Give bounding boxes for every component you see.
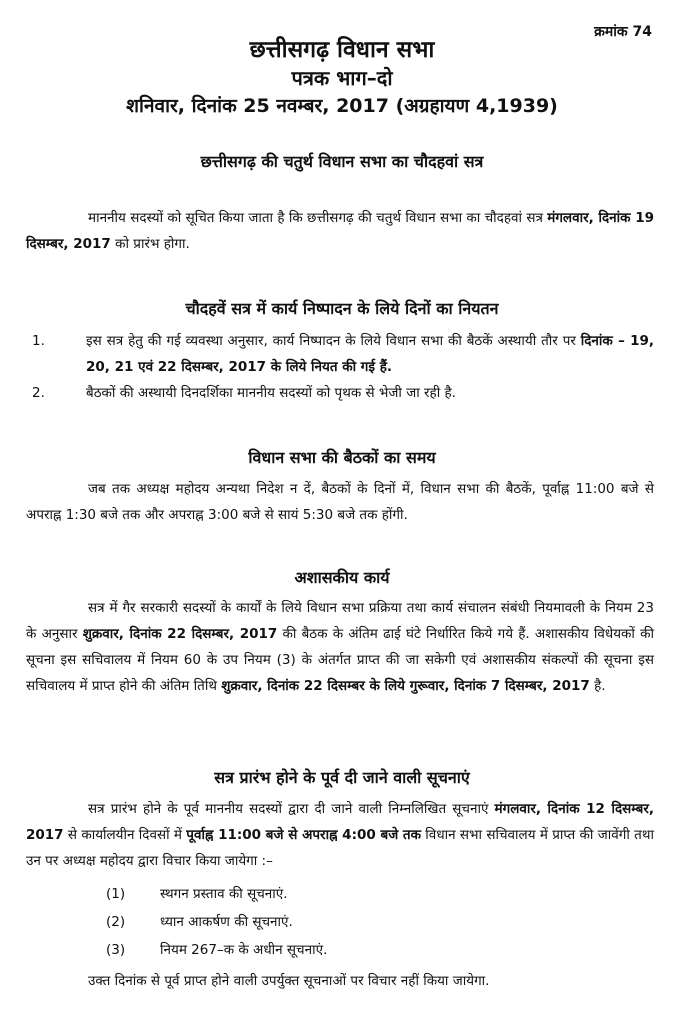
private-text-3: है. — [589, 678, 606, 694]
intro-text-2: को प्रारंभ होगा. — [110, 236, 190, 252]
list-item-number: (1) — [106, 886, 126, 902]
item-bold-text: दिनांक – 19, 20, 21 एवं 22 दिसम्बर, 2017 के लिये नियत की गई हैं. — [86, 333, 655, 375]
section-private-body — [26, 595, 654, 699]
days-item-2 — [26, 380, 654, 406]
list-item — [26, 936, 654, 964]
list-item — [26, 908, 654, 936]
session-heading: छत्तीसगढ़ की चतुर्थ विधान सभा का चौदहवां सत्र — [200, 152, 484, 171]
notices-list — [26, 880, 654, 964]
days-item-1 — [26, 328, 654, 380]
list-item-text: ध्यान आकर्षण की सूचनाएं. — [160, 914, 293, 930]
item-text: इस सत्र हेतु की गई व्यवस्था अनुसार, कार्य निष्पादन के लिये विधान सभा की बैठकें अस्थायी तौर पर — [86, 333, 581, 349]
bulletin-part: पत्रक भाग–दो — [291, 66, 393, 90]
document-header — [0, 36, 684, 120]
section-timing-heading: विधान सभा की बैठकों का समय — [248, 448, 436, 467]
bulletin-date: शनिवार, दिनांक 25 नवम्बर, 2017 (अग्रहायण 4,1939) — [126, 95, 558, 117]
section-notices-body — [26, 796, 654, 874]
section-days-heading: चौदहवें सत्र में कार्य निष्पादन के लिये दिनों का नियतन — [185, 299, 499, 318]
intro-paragraph — [26, 205, 654, 257]
intro-text-1: माननीय सदस्यों को सूचित किया जाता है कि छत्तीसगढ़ की चतुर्थ विधान सभा का चौदहवां सत्र — [88, 210, 548, 226]
serial-number: क्रमांक 74 — [594, 24, 652, 40]
section-timing-body: जब तक अध्यक्ष महोदय अन्यथा निदेश न दें, बैठकों के दिनों में, विधान सभा की बैठकें, पूर्वाह्न 11:00 बजे से अपराह्न 1:30 बजे तक और अपराह्न 3:00 बजे से सायं 5:30 बजे तक होंगी. — [26, 481, 654, 523]
list-item — [26, 880, 654, 908]
private-bold-2: शुक्रवार, दिनांक 22 दिसम्बर के लिये गुरूवार, दिनांक 7 दिसम्बर, 2017 — [221, 678, 590, 694]
notices-text-3: विधान सभा सचिवालय में प्राप्त की जावेंगी तथा उन पर अध्यक्ष महोदय द्वारा विचार किया जायेगा :– — [26, 827, 654, 869]
section-private-heading: अशासकीय कार्य — [294, 568, 390, 587]
list-item-number: (2) — [106, 914, 126, 930]
notices-bold-1: मंगलवार, दिनांक 12 दिसम्बर, 2017 — [26, 801, 654, 843]
list-item-text: नियम 267–क के अधीन सूचनाएं. — [160, 942, 328, 958]
item-number: 1. — [32, 333, 45, 349]
list-item-text: स्थगन प्रस्ताव की सूचनाएं. — [160, 886, 288, 902]
intro-date: मंगलवार, दिनांक 19 दिसम्बर, 2017 — [26, 210, 655, 252]
assembly-title: छत्तीसगढ़ विधान सभा — [249, 37, 435, 63]
item-number: 2. — [32, 385, 45, 401]
notices-bold-2: पूर्वाह्न 11:00 बजे से अपराह्न 4:00 बजे तक — [186, 827, 421, 843]
private-text-2: की बैठक के अंतिम ढाई घंटे निर्धारित किये गये हैं. अशासकीय विधेयकों की सूचना इस सचिवालय में नियम 60 के उप नियम (3) के अंतर्गत प्राप्त की जा सकेगी एवं अशासकीय संकल्पों की सूचना इस सचिवालय में प्राप्त होने की अंतिम तिथि — [26, 626, 654, 694]
section-days-body — [26, 328, 654, 406]
section-notices-heading: सत्र प्रारंभ होने के पूर्व दी जाने वाली सूचनाएं — [214, 768, 470, 787]
private-bold-1: शुक्रवार, दिनांक 22 दिसम्बर, 2017 — [82, 626, 278, 642]
notices-text-1: सत्र प्रारंभ होने के पूर्व माननीय सदस्यों द्वारा दी जाने वाली निम्नलिखित सूचनाएं — [88, 801, 495, 817]
list-item-number: (3) — [106, 942, 126, 958]
item-text: बैठकों की अस्थायी दिनदर्शिका माननीय सदस्यों को पृथक से भेजी जा रही है. — [86, 385, 456, 401]
private-text-1: सत्र में गैर सरकारी सदस्यों के कार्यों के लिये विधान सभा प्रक्रिया तथा कार्य संचालन संबंधी नियमावली के नियम 23 के अनुसार — [26, 600, 654, 642]
notices-text-2: से कार्यालयीन दिवसों में — [63, 827, 187, 843]
notices-closing: उक्त दिनांक से पूर्व प्राप्त होने वाली उपर्युक्त सूचनाओं पर विचार नहीं किया जायेगा. — [88, 973, 490, 989]
